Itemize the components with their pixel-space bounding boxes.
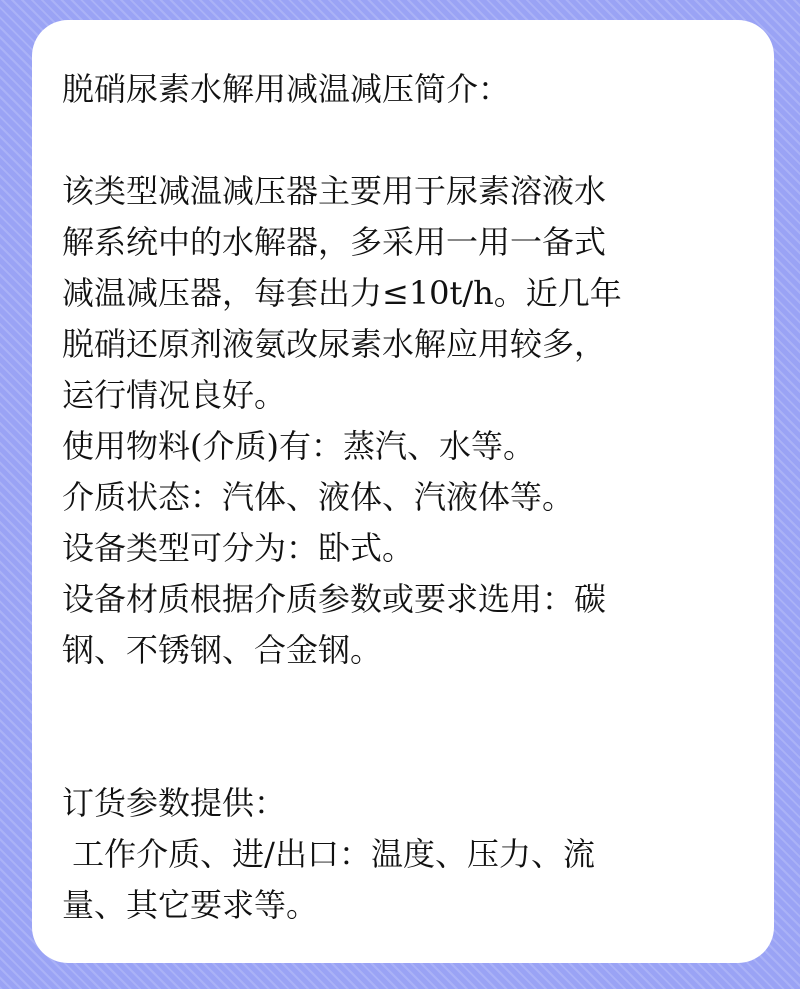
description-line: 运行情况良好。 — [62, 376, 287, 414]
description-line: 该类型减温减压器主要用于尿素溶液水 — [62, 172, 607, 210]
content-card — [32, 20, 774, 963]
order-heading: 订货参数提供： — [62, 784, 287, 822]
order-line: 量、其它要求等。 — [62, 886, 319, 924]
description-line: 解系统中的水解器，多采用一用一备式 — [62, 223, 607, 261]
order-line: 工作介质、进/出口：温度、压力、流 — [62, 835, 595, 873]
spacer — [62, 727, 752, 778]
equipment-type-line: 设备类型可分为：卧式。 — [62, 529, 415, 567]
document-title: 脱硝尿素水解用减温减压简介： — [62, 70, 511, 108]
description-line: 脱硝还原剂液氨改尿素水解应用较多， — [62, 325, 607, 363]
description-line: 减温减压器，每套出力≤10t/h。近几年 — [62, 274, 622, 312]
spacer — [62, 115, 752, 166]
material-selection-line: 钢、不锈钢、合金钢。 — [62, 631, 383, 669]
spacer — [62, 676, 752, 727]
document-text — [62, 64, 752, 931]
materials-line: 使用物料(介质)有：蒸汽、水等。 — [62, 427, 535, 465]
medium-state-line: 介质状态：汽体、液体、汽液体等。 — [62, 478, 575, 516]
material-selection-line: 设备材质根据介质参数或要求选用：碳 — [62, 580, 607, 618]
